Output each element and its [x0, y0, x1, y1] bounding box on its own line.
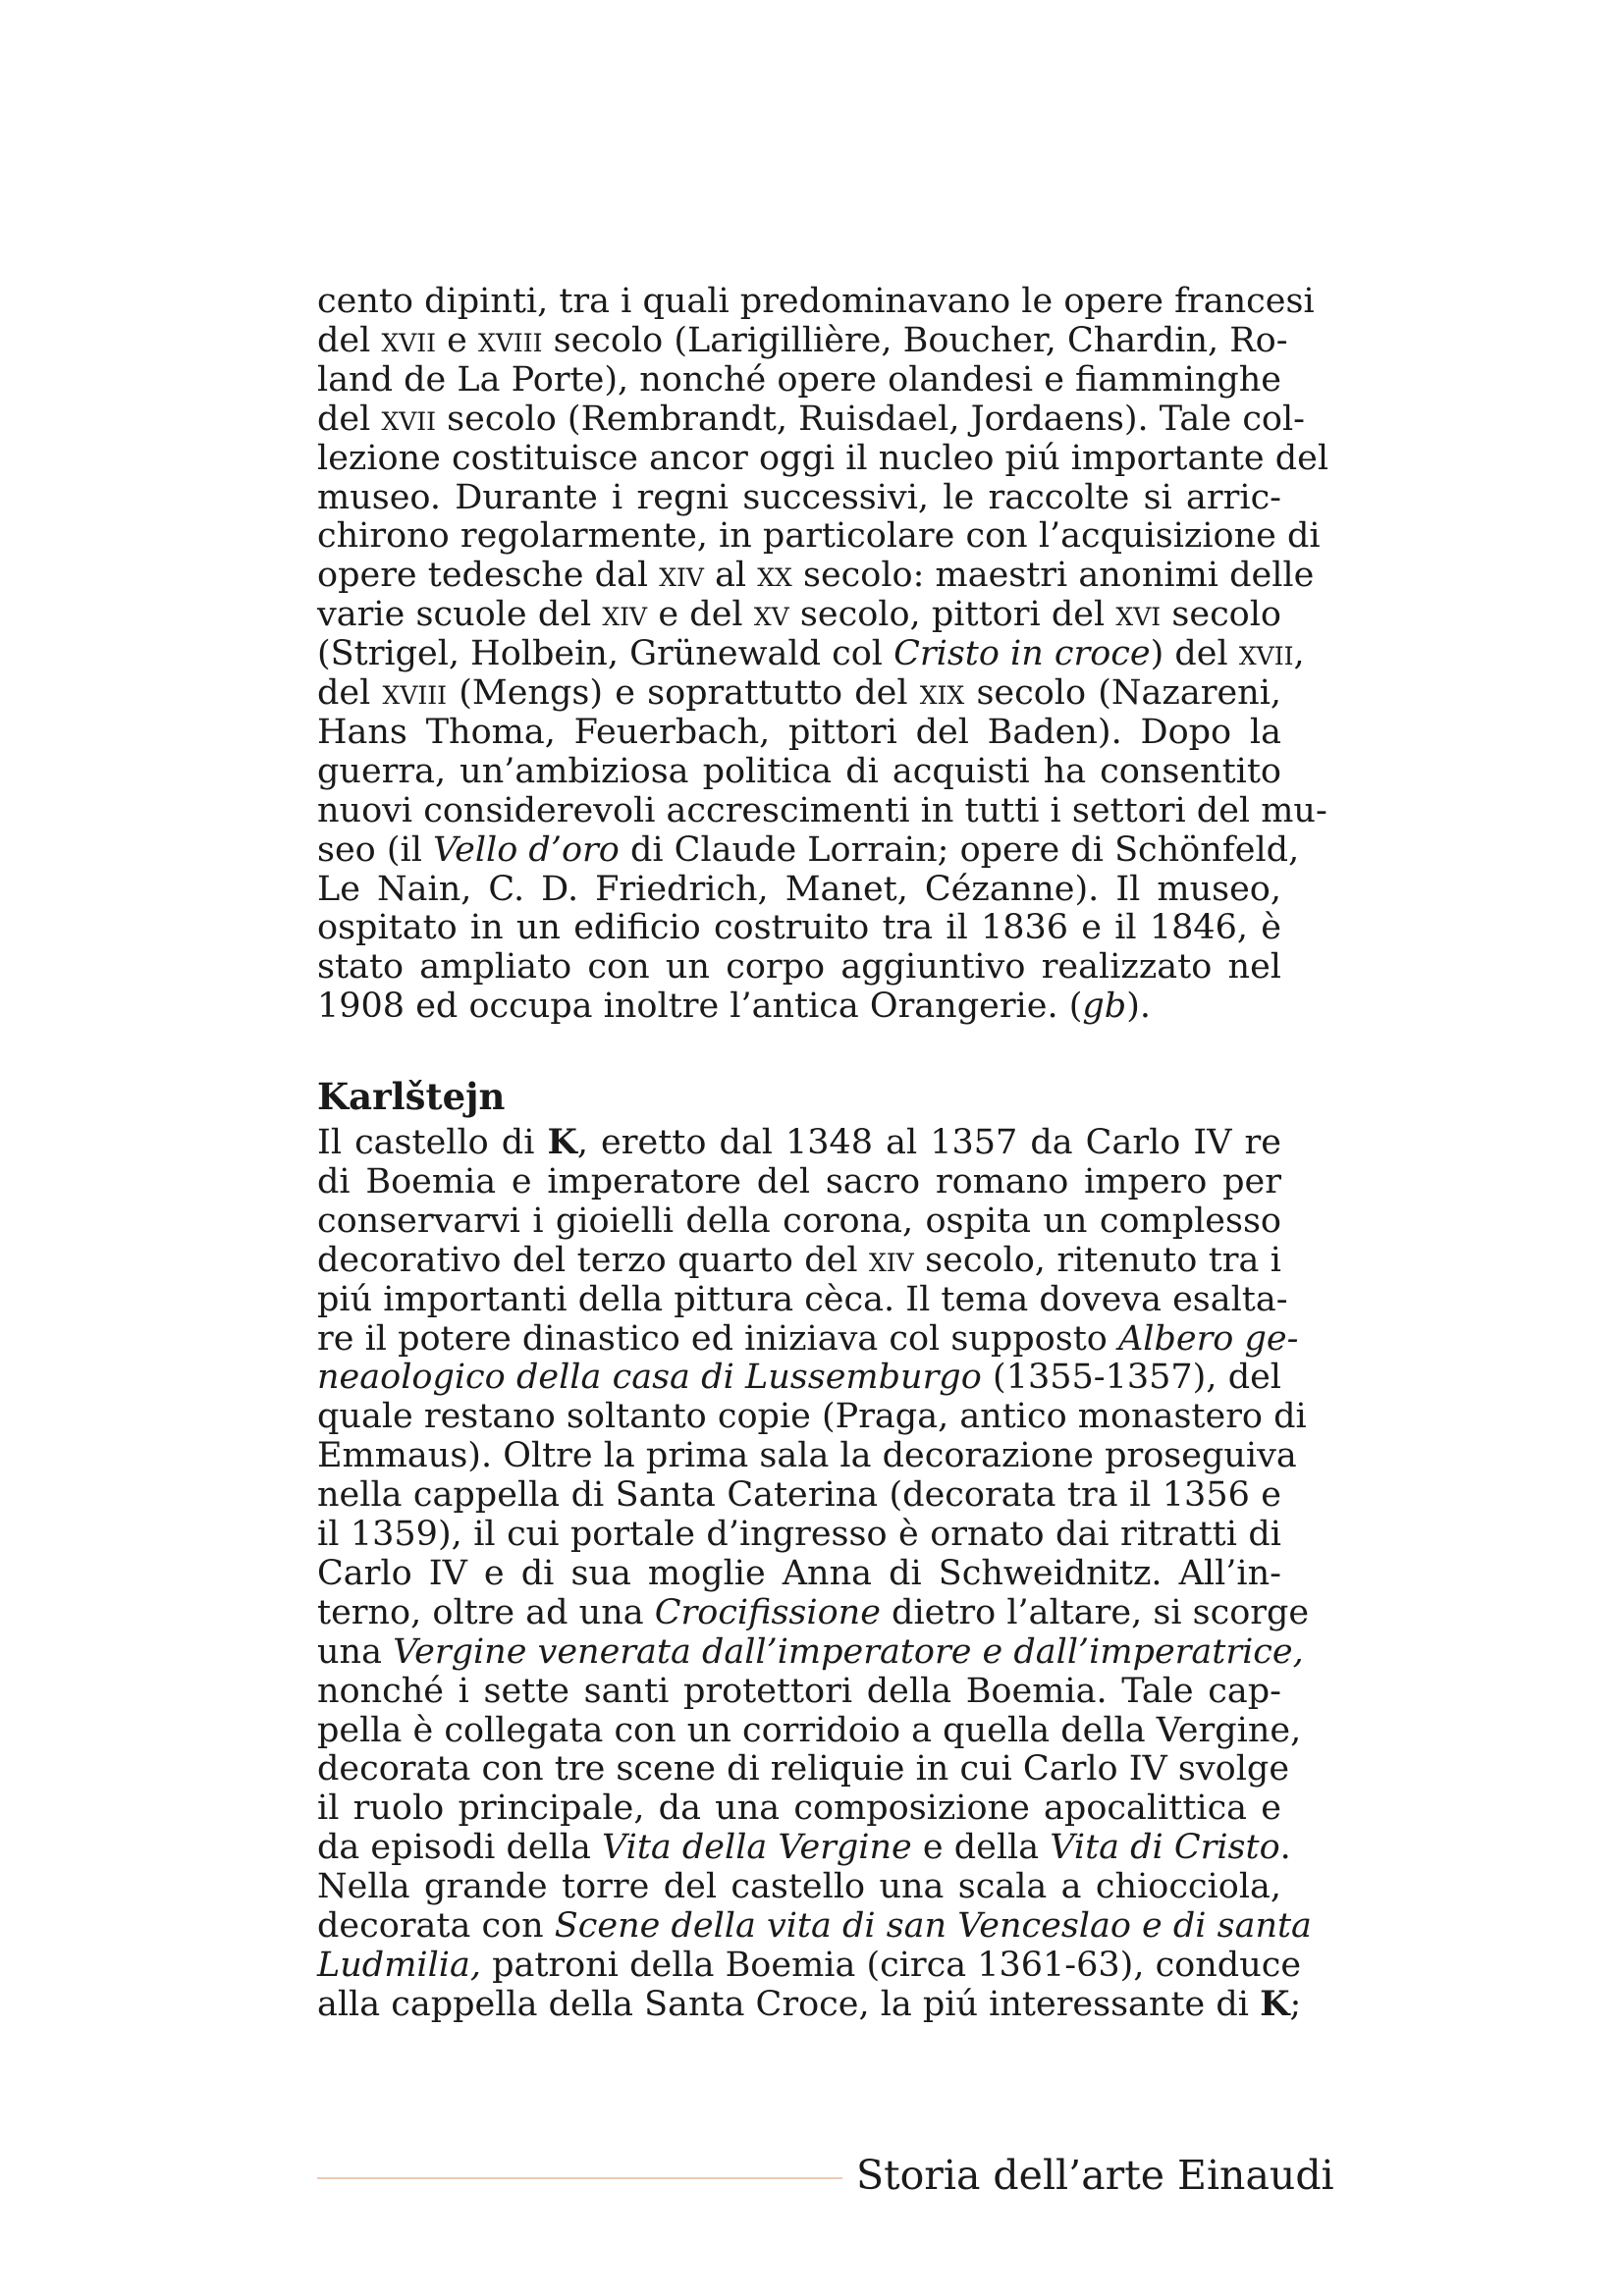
text-line — [317, 673, 1281, 713]
text-run: al — [703, 556, 758, 596]
text-line — [317, 1397, 1307, 1437]
text-run: Hans Thoma, Feuerbach, pittori del Baden). Dopo la — [317, 712, 1281, 752]
text-run: lezione costituisce ancor oggi il nucleo piú importante del — [317, 438, 1329, 478]
text-run: secolo (Rembrandt, Ruisdael, Jordaens). Tale col- — [436, 399, 1306, 439]
italic-run: neaologico della casa di Lussemburgo — [317, 1358, 982, 1398]
text-run: alla cappella della Santa Croce, la piú interessante di — [317, 1984, 1261, 2024]
text-run: decorata con — [317, 1906, 555, 1946]
text-line — [317, 1515, 1281, 1554]
text-run: terno, oltre ad una — [317, 1592, 655, 1632]
text-line — [317, 1279, 1288, 1319]
text-run: piú importanti della pittura cèca. Il tema doveva esalta- — [317, 1279, 1288, 1319]
text-run: ; — [1289, 1984, 1302, 2024]
text-run: nella cappella di Santa Caterina (decorata tra il 1356 e — [317, 1475, 1281, 1516]
text-run: chirono regolarmente, in particolare con l’acquisizione di — [317, 516, 1321, 557]
text-line — [317, 987, 1281, 1026]
small-caps-run: xvii — [1238, 634, 1294, 674]
text-run: secolo (Nazareni, — [964, 673, 1282, 713]
text-line — [317, 1201, 1281, 1241]
italic-run: Scene della vita di san Venceslao e di santa — [554, 1906, 1312, 1946]
text-run: e — [436, 320, 479, 360]
text-line — [317, 1828, 1291, 1868]
text-line — [317, 320, 1288, 360]
text-line — [317, 1162, 1281, 1201]
text-run: e del — [647, 595, 754, 635]
text-run: secolo (Larigillière, Boucher, Chardin, Ro- — [542, 320, 1288, 360]
text-line — [317, 1710, 1302, 1750]
italic-run: Cristo in croce — [893, 634, 1151, 674]
text-run: (Mengs) e soprattutto del — [447, 673, 920, 713]
small-caps-run: xviii — [382, 673, 448, 713]
text-line — [317, 1436, 1297, 1476]
text-run: Le Nain, C. D. Friedrich, Manet, Cézanne). Il museo, — [317, 869, 1281, 909]
text-run: secolo — [1161, 595, 1282, 635]
text-line — [317, 1789, 1281, 1828]
text-run: , eretto dal 1348 al 1357 da Carlo IV re — [576, 1123, 1281, 1162]
text-line — [317, 399, 1306, 439]
italic-run: Vita della Vergine — [601, 1828, 912, 1868]
text-run: patroni della Boemia (circa 1361-63), conduce — [480, 1945, 1302, 1985]
text-line — [317, 634, 1305, 674]
italic-run: Albero ge- — [1117, 1318, 1299, 1359]
small-caps-run: xiv — [869, 1240, 914, 1280]
small-caps-run: xviii — [478, 320, 543, 360]
text-run: quale restano soltanto copie (Praga, antico monastero di — [317, 1397, 1307, 1437]
footer-title: Storia dell’arte Einaudi — [856, 2152, 1334, 2199]
italic-run: gb — [1082, 987, 1127, 1027]
text-run: da episodi della — [317, 1828, 602, 1868]
text-run: opere tedesche dal — [317, 556, 660, 596]
text-run: dietro l’altare, si scorge — [880, 1592, 1310, 1632]
text-run: cento dipinti, tra i quali predominavano le opere francesi — [317, 282, 1315, 321]
text-run: Il castello di — [317, 1123, 548, 1162]
text-run: 1908 ed occupa inoltre l’antica Orangerie. ( — [317, 987, 1083, 1027]
italic-run: Crocifissione — [654, 1592, 881, 1632]
text-line — [317, 1318, 1299, 1359]
footer-rule — [317, 2177, 842, 2179]
text-run: conservarvi i gioielli della corona, ospita un complesso — [317, 1201, 1281, 1241]
small-caps-run: xv — [753, 595, 789, 635]
text-line — [317, 282, 1315, 321]
text-run: . — [1279, 1828, 1291, 1868]
text-run: decorativo del terzo quarto del — [317, 1240, 869, 1280]
text-line — [317, 438, 1329, 478]
text-run: secolo, ritenuto tra i — [913, 1240, 1281, 1280]
text-run: nuovi considerevoli accrescimenti in tutti i settori del mu- — [317, 790, 1327, 830]
text-run: pella è collegata con un corridoio a quella della Vergine, — [317, 1710, 1302, 1750]
text-run: Carlo IV e di sua moglie Anna di Schweidnitz. All’in- — [317, 1553, 1281, 1593]
small-caps-run: xx — [757, 556, 792, 596]
text-run: secolo: maestri anonimi delle — [791, 556, 1315, 596]
text-line — [317, 1358, 1281, 1397]
text-line — [317, 1554, 1281, 1593]
text-run: (1355-1357), del — [981, 1358, 1282, 1398]
text-run: stato ampliato con un corpo aggiuntivo realizzato nel — [317, 947, 1281, 988]
text-run: , — [1293, 634, 1305, 674]
text-run: Nella grande torre del castello una scala a chiocciola, — [317, 1867, 1281, 1907]
text-line — [317, 829, 1300, 870]
text-line — [317, 478, 1281, 517]
text-run: Emmaus). Oltre la prima sala la decorazione proseguiva — [317, 1436, 1297, 1476]
text-run: decorata con tre scene di reliquie in cui Carlo IV svolge — [317, 1749, 1290, 1789]
text-run: ospitato in un edificio costruito tra il 1836 e il 1846, è — [317, 908, 1281, 948]
text-line — [317, 1749, 1290, 1789]
italic-run: Vello d’oro — [433, 829, 620, 870]
small-caps-run: xiv — [602, 595, 648, 635]
text-run: (Strigel, Holbein, Grünewald col — [317, 634, 894, 674]
text-run: land de La Porte), nonché opere olandesi e fiamminghe — [317, 359, 1282, 400]
text-run: re il potere dinastico ed iniziava col supposto — [317, 1318, 1118, 1359]
text-run: guerra, un’ambiziosa politica di acquisti ha consentito — [317, 751, 1281, 791]
text-line — [317, 1241, 1281, 1280]
text-run: del — [317, 320, 382, 360]
text-run: nonché i sette santi protettori della Boemia. Tale cap- — [317, 1671, 1281, 1711]
text-run: museo. Durante i regni successivi, le raccolte si arric- — [317, 477, 1281, 517]
text-line — [317, 1475, 1281, 1515]
text-run: e della — [911, 1828, 1051, 1868]
italic-run: Vita di Cristo — [1050, 1828, 1280, 1868]
small-caps-run: xvii — [381, 320, 437, 360]
text-run: ). — [1126, 987, 1151, 1027]
bold-run: K — [547, 1122, 577, 1162]
text-line — [317, 1983, 1302, 2024]
small-caps-run: xvi — [1115, 595, 1162, 635]
text-line — [317, 908, 1281, 947]
text-line — [317, 1672, 1281, 1711]
text-line — [317, 1906, 1312, 1946]
small-caps-run: xix — [919, 673, 965, 713]
text-run: di Claude Lorrain; opere di Schönfeld, — [619, 829, 1300, 870]
text-line — [317, 1945, 1302, 1985]
text-line — [317, 870, 1281, 909]
text-run: una — [317, 1631, 394, 1672]
text-run: del — [317, 673, 383, 713]
text-line — [317, 1123, 1281, 1162]
small-caps-run: xiv — [659, 556, 704, 596]
text-run: di Boemia e imperatore del sacro romano impero per — [317, 1161, 1281, 1201]
text-run: varie scuole del — [317, 595, 603, 635]
text-line — [317, 595, 1281, 634]
text-run: del — [317, 399, 382, 439]
text-line — [317, 516, 1321, 557]
text-line — [317, 556, 1315, 596]
entry-heading: Karlštejn — [317, 1075, 506, 1118]
bold-run: K — [1260, 1983, 1290, 2024]
text-line — [317, 790, 1327, 830]
text-line — [317, 947, 1281, 987]
text-line — [317, 1867, 1281, 1906]
text-run: seo (il — [317, 829, 434, 870]
text-line — [317, 1592, 1310, 1632]
text-run: secolo, pittori del — [788, 595, 1116, 635]
text-line — [317, 1631, 1304, 1672]
text-line — [317, 713, 1281, 752]
text-run: il 1359), il cui portale d’ingresso è ornato dai ritratti di — [317, 1515, 1281, 1554]
small-caps-run: xvii — [381, 399, 437, 439]
text-run: ) del — [1150, 634, 1239, 674]
italic-run: Ludmilia, — [317, 1945, 481, 1985]
text-run: il ruolo principale, da una composizione apocalittica e — [317, 1789, 1281, 1829]
text-line — [317, 360, 1281, 400]
text-line — [317, 752, 1281, 791]
italic-run: Vergine venerata dall’imperatore e dall’imperatrice, — [393, 1631, 1304, 1672]
